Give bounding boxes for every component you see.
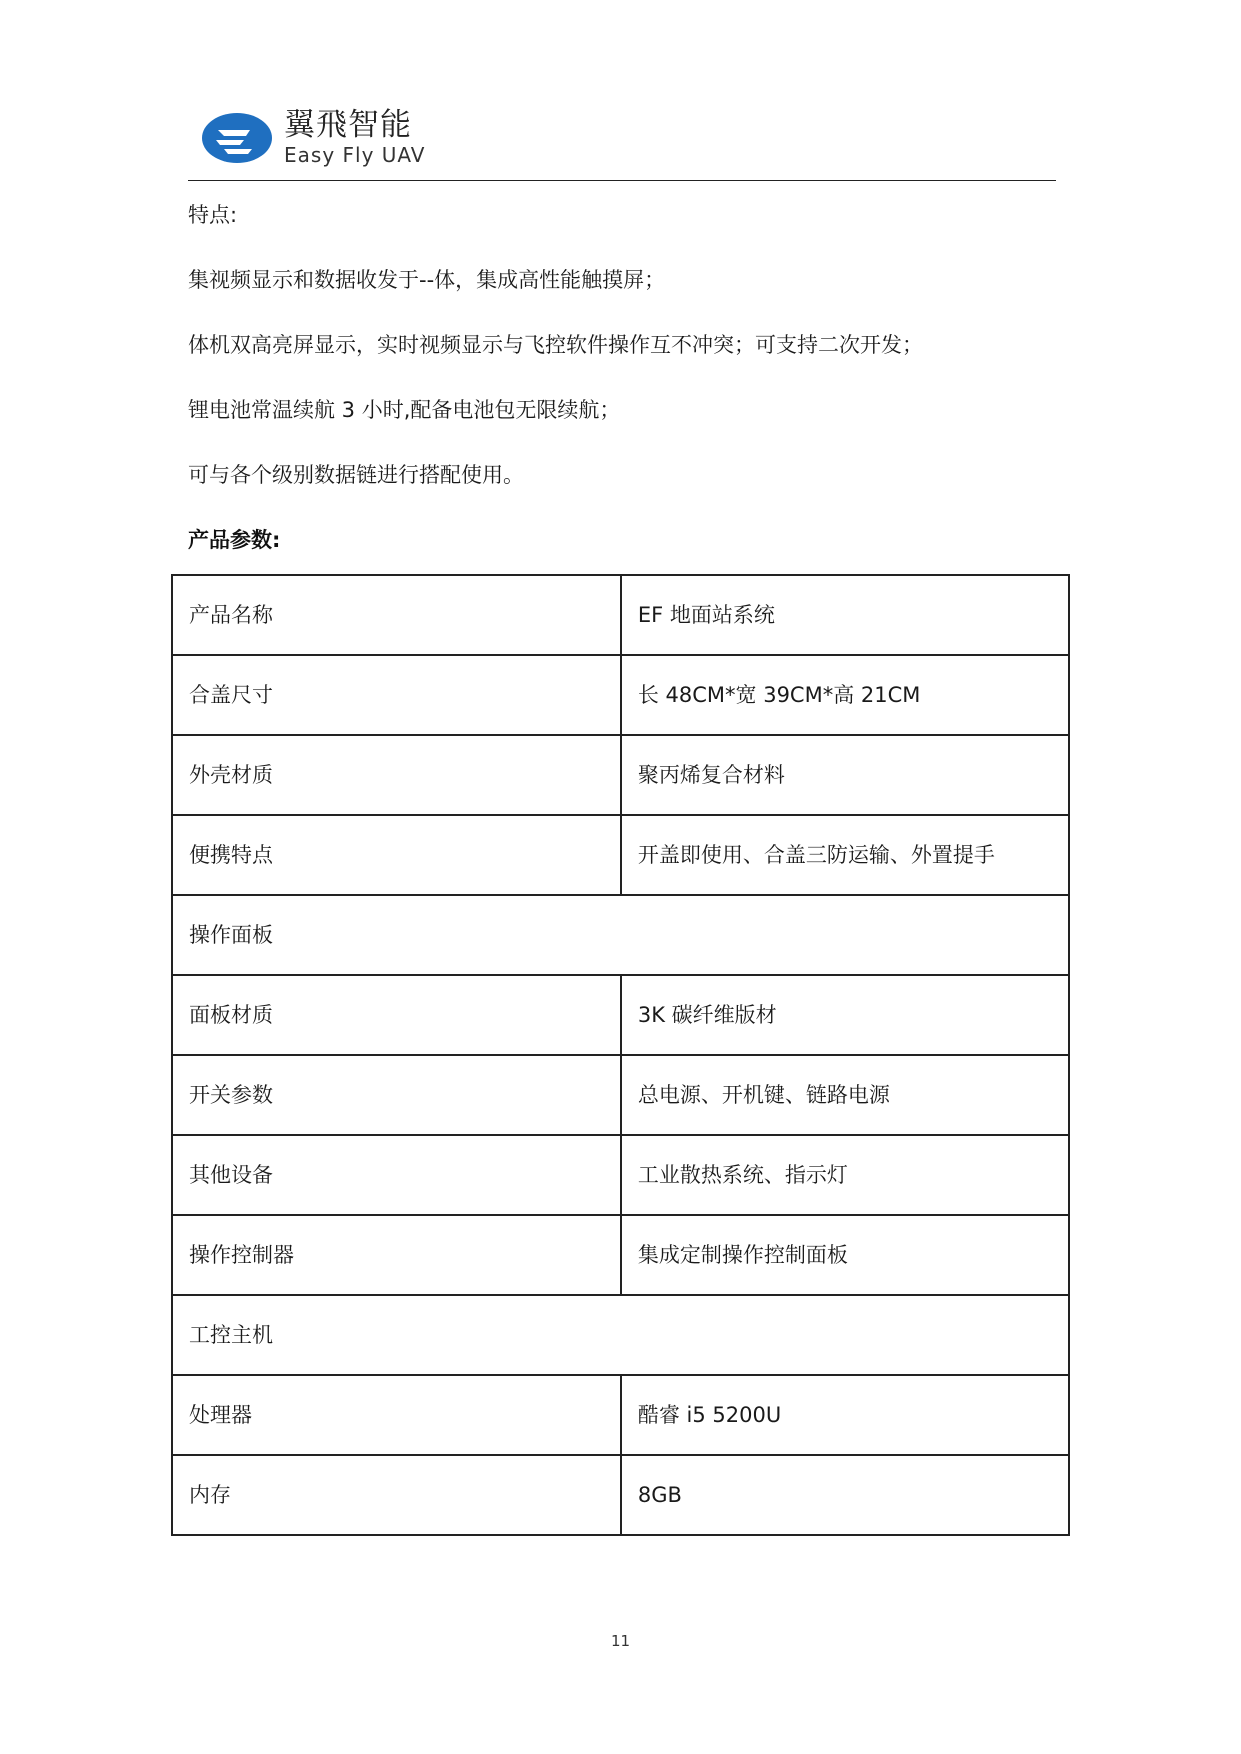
param-value: 集成定制操作控制面板 [621,1215,1069,1295]
table-section-row [172,1295,1069,1375]
easy-fly-logo-icon [200,110,274,166]
param-value: 总电源、开机键、链路电源 [621,1055,1069,1135]
params-table [171,574,1070,1536]
table-section-row [172,895,1069,975]
param-key: 面板材质 [172,975,621,1055]
table-row [172,1055,1069,1135]
param-value: EF 地面站系统 [621,575,1069,655]
table-row [172,1215,1069,1295]
table-row [172,975,1069,1055]
table-row [172,1375,1069,1455]
param-key: 合盖尺寸 [172,655,621,735]
feature-item: 体机双高亮屏显示，实时视频显示与飞控软件操作互不冲突；可支持二次开发； [188,333,923,357]
param-key: 操作控制器 [172,1215,621,1295]
page-number: 11 [610,1632,631,1650]
param-section: 操作面板 [172,895,1069,975]
param-value: 酷睿 i5 5200U [621,1375,1069,1455]
param-value: 聚丙烯复合材料 [621,735,1069,815]
params-heading: 产品参数: [188,528,281,552]
feature-item: 锂电池常温续航 3 小时,配备电池包无限续航； [188,398,621,422]
table-row [172,1455,1069,1535]
header-divider [188,180,1056,181]
table-row [172,815,1069,895]
param-value: 8GB [621,1455,1069,1535]
param-key: 其他设备 [172,1135,621,1215]
param-value: 长 48CM*宽 39CM*高 21CM [621,655,1069,735]
table-row [172,575,1069,655]
table-row [172,1135,1069,1215]
param-key: 外壳材质 [172,735,621,815]
table-row [172,735,1069,815]
param-key: 便携特点 [172,815,621,895]
param-value: 3K 碳纤维版材 [621,975,1069,1055]
param-key: 内存 [172,1455,621,1535]
param-value: 开盖即使用、合盖三防运输、外置提手 [621,815,1069,895]
table-row [172,655,1069,735]
page-header [188,104,1058,182]
param-section: 工控主机 [172,1295,1069,1375]
param-value: 工业散热系统、指示灯 [621,1135,1069,1215]
logo-chinese-name: 翼飛智能 [284,107,412,143]
param-key: 开关参数 [172,1055,621,1135]
features-heading: 特点: [188,203,238,227]
feature-item: 可与各个级别数据链进行搭配使用。 [188,463,524,487]
feature-item: 集视频显示和数据收发于--体，集成高性能触摸屏； [188,268,666,292]
param-key: 产品名称 [172,575,621,655]
logo-english-name: Easy Fly UAV [284,143,426,167]
param-key: 处理器 [172,1375,621,1455]
